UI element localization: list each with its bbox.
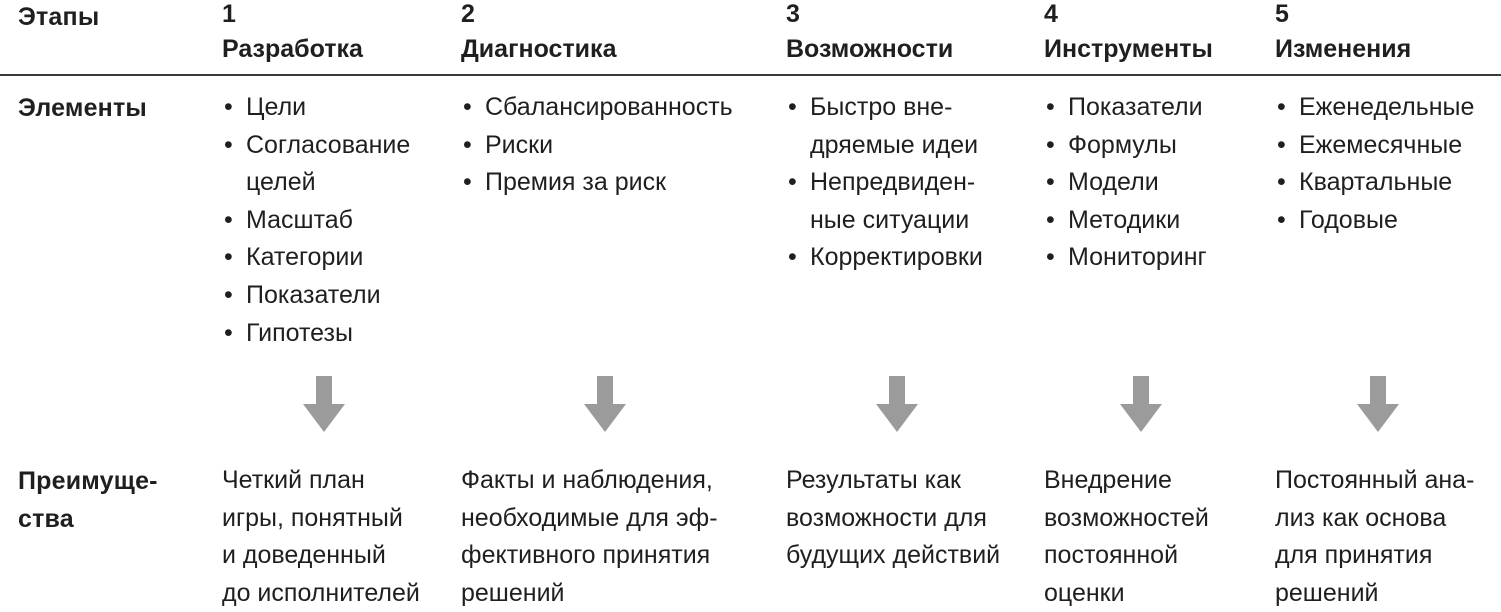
stage-5-benefit: Постоянный ана- лиз как основа для принятия решений <box>1275 466 1475 607</box>
stage-1-elements <box>222 89 410 352</box>
stage-3-benefit: Результаты как возможности для будущих действий <box>786 466 1001 570</box>
stage-number: 1 <box>222 0 236 28</box>
stage-column-3 <box>786 0 953 64</box>
bullet-icon: • <box>224 130 233 159</box>
stage-title: Возможности <box>786 35 954 63</box>
list-item: • Премия за риск <box>461 164 733 202</box>
stage-2-elements <box>461 89 733 202</box>
bullet-icon: • <box>224 280 233 309</box>
stage-2-benefit: Факты и наблюдения, необходимые для эф- фективного принятия решений <box>461 466 718 607</box>
bullet-icon: • <box>1277 205 1286 234</box>
bullet-icon: • <box>788 168 797 197</box>
list-item: • Цели <box>222 89 410 127</box>
bullet-icon: • <box>1046 243 1055 272</box>
list-item: • Непредвиден- ные ситуации <box>786 164 983 239</box>
bullet-icon: • <box>463 168 472 197</box>
bullet-icon: • <box>224 205 233 234</box>
bullet-icon: • <box>463 130 472 159</box>
down-arrow-icon <box>1356 376 1400 432</box>
list-item: • Показатели <box>1044 89 1207 127</box>
row-label-benefits: Преимуще- ства <box>18 467 158 533</box>
stage-title: Разработка <box>222 35 363 63</box>
list-item: • Еженедельные <box>1275 89 1474 127</box>
stage-number: 5 <box>1275 0 1289 28</box>
bullet-icon: • <box>1277 93 1286 121</box>
down-arrow-icon <box>302 376 346 432</box>
stage-number: 2 <box>461 0 475 28</box>
stage-column-5 <box>1275 0 1411 64</box>
stage-title: Инструменты <box>1044 35 1213 63</box>
list-item: • Годовые <box>1275 202 1474 240</box>
list-item: • Ежемесячные <box>1275 127 1474 165</box>
bullet-icon: • <box>1046 130 1055 159</box>
list-item: • Методики <box>1044 202 1207 240</box>
bullet-icon: • <box>463 93 472 121</box>
list-item: • Показатели <box>222 277 410 315</box>
list-item: • Быстро вне- дряемые идеи <box>786 89 983 164</box>
row-label-elements: Элементы <box>18 94 147 122</box>
bullet-icon: • <box>1046 168 1055 197</box>
bullet-icon: • <box>1277 168 1286 197</box>
bullet-icon: • <box>1277 130 1286 159</box>
list-item: • Корректировки <box>786 239 983 277</box>
bullet-icon: • <box>224 318 233 347</box>
list-item: • Формулы <box>1044 127 1207 165</box>
bullet-icon: • <box>224 93 233 121</box>
down-arrow-icon <box>583 376 627 432</box>
stage-4-elements <box>1044 89 1207 277</box>
stage-number: 3 <box>786 0 800 28</box>
list-item: • Модели <box>1044 164 1207 202</box>
list-item: • Квартальные <box>1275 164 1474 202</box>
header-divider <box>0 74 1501 76</box>
stage-column-2 <box>461 0 616 64</box>
bullet-icon: • <box>1046 205 1055 234</box>
stage-column-1 <box>222 0 363 64</box>
stage-title: Диагностика <box>461 35 617 63</box>
bullet-icon: • <box>1046 93 1055 121</box>
down-arrow-icon <box>875 376 919 432</box>
list-item: • Сбалансированность <box>461 89 733 127</box>
list-item: • Гипотезы <box>222 315 410 353</box>
list-item: • Категории <box>222 239 410 277</box>
bullet-icon: • <box>224 243 233 272</box>
stage-5-elements <box>1275 89 1474 239</box>
list-item: • Масштаб <box>222 202 410 240</box>
bullet-icon: • <box>788 243 797 272</box>
list-item: • Согласование целей <box>222 127 410 202</box>
row-label-stages: Этапы <box>18 3 100 31</box>
stage-number: 4 <box>1044 0 1058 28</box>
stage-4-benefit: Внедрение возможностей постоянной оценки <box>1044 466 1209 607</box>
down-arrow-icon <box>1119 376 1163 432</box>
stage-column-4 <box>1044 0 1213 64</box>
list-item: • Риски <box>461 127 733 165</box>
stage-title: Изменения <box>1275 35 1412 63</box>
stage-1-benefit: Четкий план игры, понятный и доведенный до исполнителей <box>222 466 420 607</box>
list-item: • Мониторинг <box>1044 239 1207 277</box>
bullet-icon: • <box>788 93 797 121</box>
stage-3-elements <box>786 89 983 277</box>
